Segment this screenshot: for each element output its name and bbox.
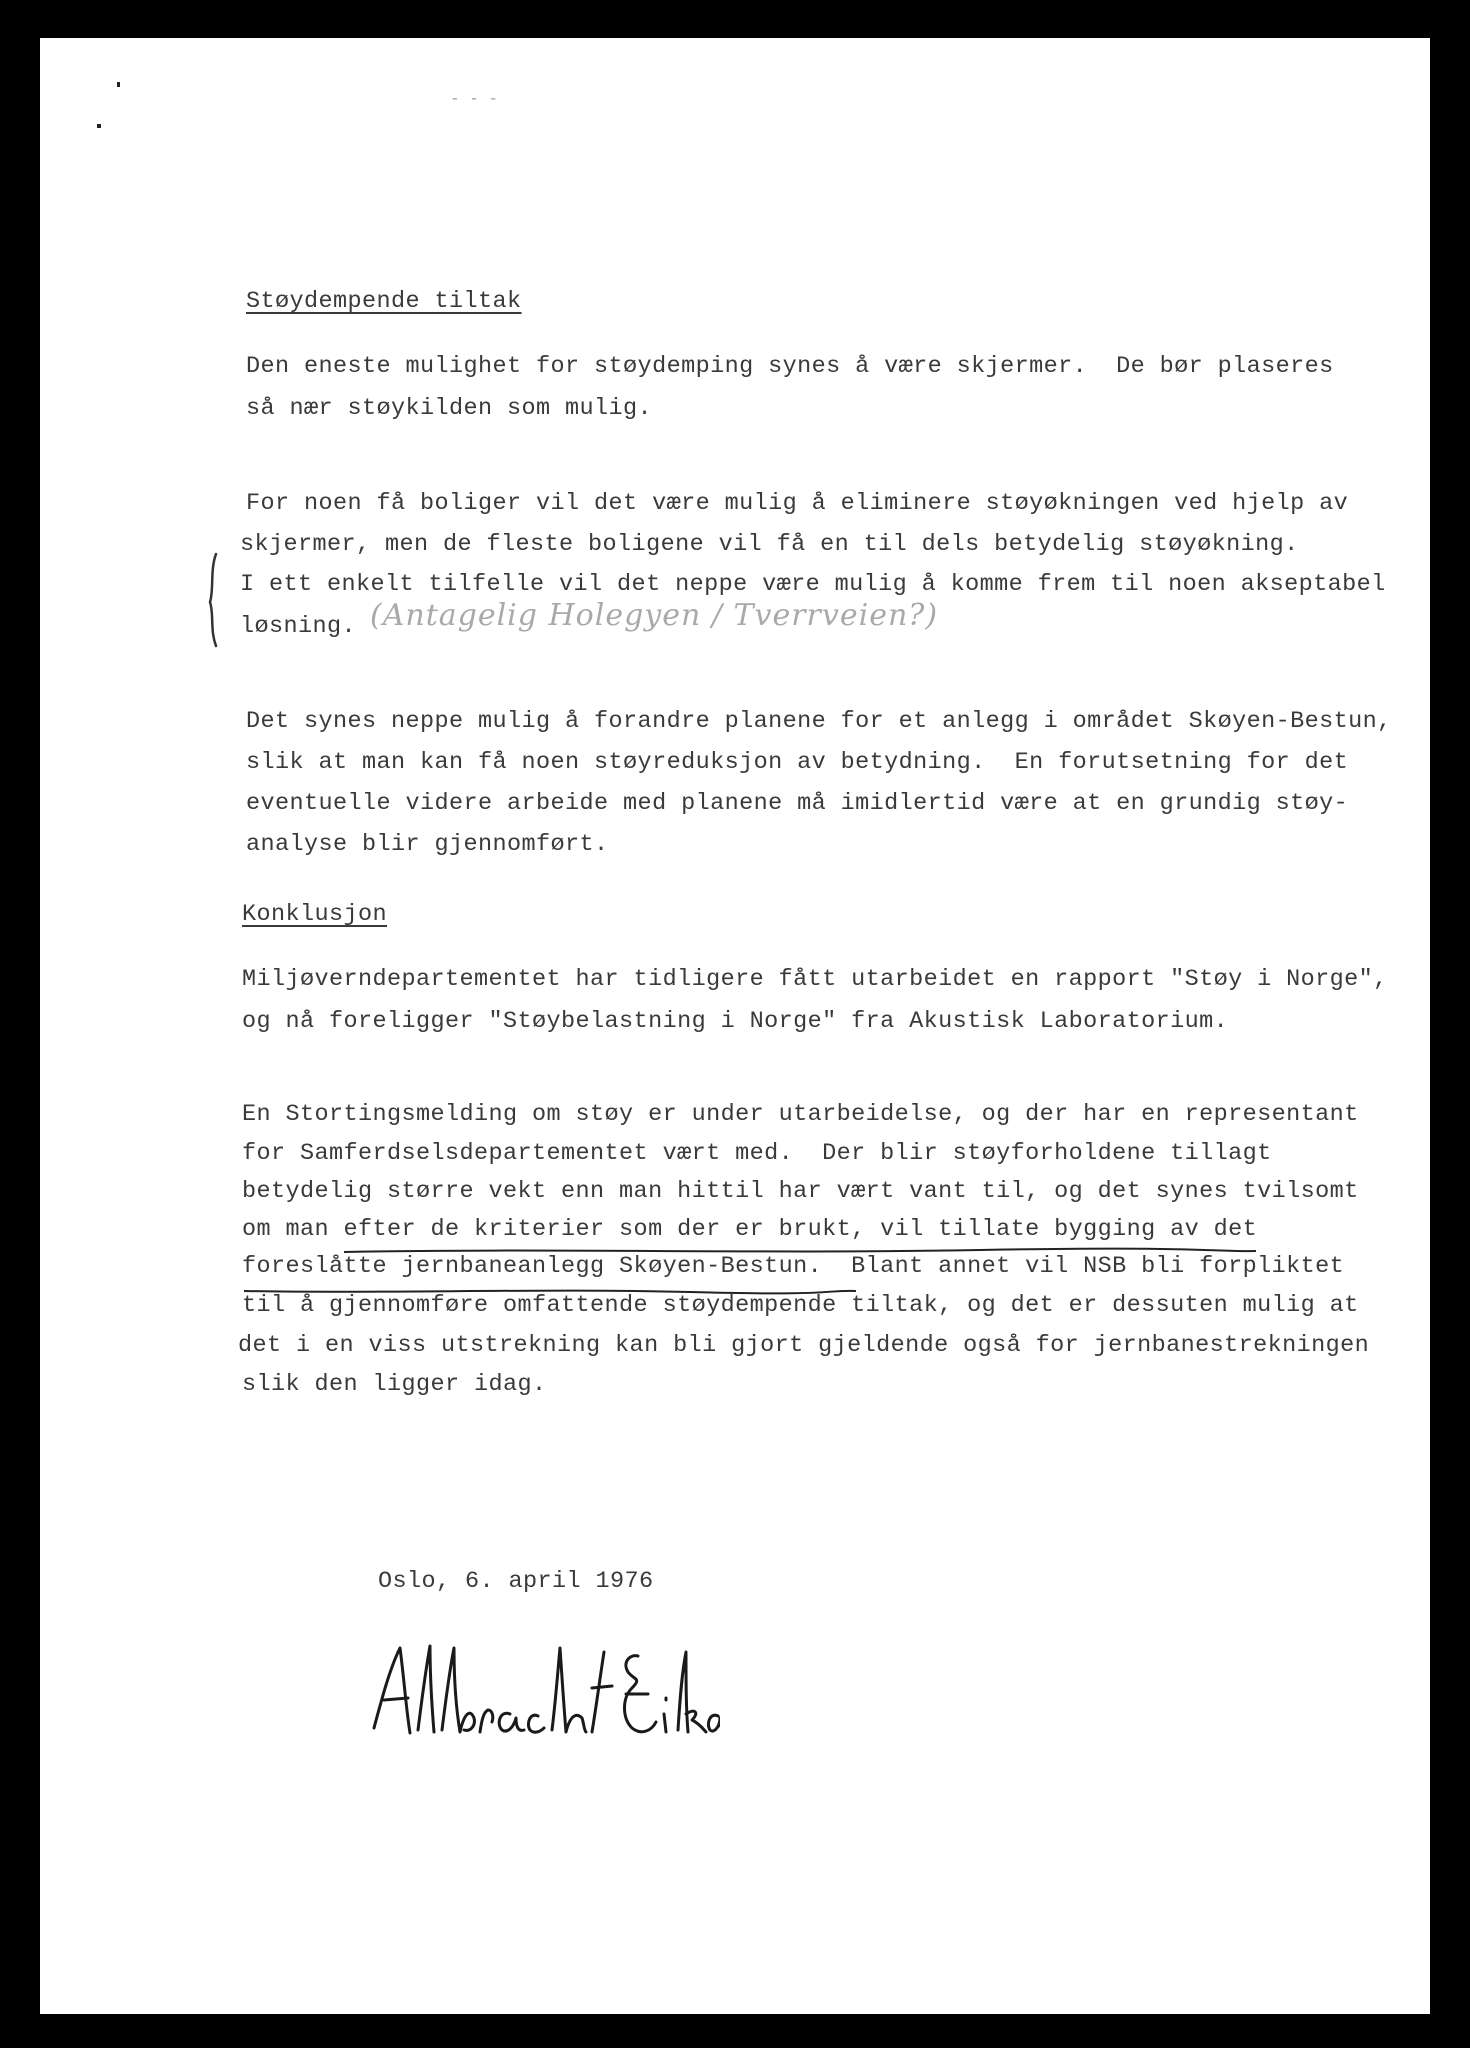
scan-artifact: [117, 82, 120, 87]
text-line: det i en viss utstrekning kan bli gjort gjeldende også for jernbanestrekningen: [238, 1332, 1370, 1359]
margin-bracket-mark: [200, 550, 230, 650]
text-line: til å gjennomføre omfattende støydempende tiltak, og det er dessuten mulig at: [242, 1292, 1359, 1319]
text-line: for Samferdselsdepartementet vært med. Der blir støyforholdene tillagt: [242, 1140, 1272, 1167]
section-heading-konklusjon: Konklusjon: [242, 901, 388, 928]
page-mark: - - -: [450, 90, 499, 108]
text-line: Det synes neppe mulig å forandre planene for et anlegg i området Skøyen-Bestun,: [246, 708, 1392, 735]
text-line: og nå foreligger "Støybelastning i Norge" fra Akustisk Laboratorium.: [242, 1008, 1229, 1035]
text-line: analyse blir gjennomført.: [246, 831, 609, 858]
handwritten-underline: [240, 1284, 860, 1298]
text-line: Miljøverndepartementet har tidligere fått utarbeidet en rapport "Støy i Norge",: [242, 966, 1388, 993]
text-line: Den eneste mulighet for støydemping synes å være skjermer. De bør plaseres: [246, 353, 1334, 380]
text-line: For noen få boliger vil det være mulig å eliminere støyøkningen ved hjelp av: [246, 490, 1349, 517]
handwritten-pencil-note: (Antagelig Holegyen / Tverrveien?): [370, 598, 939, 633]
text-line: skjermer, men de fleste boligene vil få en til dels betydelig støyøkning.: [240, 531, 1299, 558]
section-heading-stoydempende-tiltak: Støydempende tiltak: [246, 288, 522, 315]
handwritten-signature: [360, 1638, 720, 1758]
text-line: så nær støykilden som mulig.: [246, 395, 653, 422]
handwritten-underline: [340, 1244, 1260, 1258]
text-line: slik at man kan få noen støyreduksjon av betydning. En forutsetning for det: [246, 749, 1349, 776]
scan-artifact: [97, 124, 101, 128]
text-line: slik den ligger idag.: [242, 1371, 547, 1398]
text-line: En Stortingsmelding om støy er under utarbeidelse, og der har en representant: [242, 1101, 1359, 1128]
text-line: foreslåtte jernbaneanlegg Skøyen-Bestun. Blant annet vil NSB bli forpliktet: [242, 1253, 1345, 1280]
document-page: [40, 38, 1430, 2014]
place-date: Oslo, 6. april 1976: [378, 1568, 654, 1595]
text-line: betydelig større vekt enn man hittil har vært vant til, og det synes tvilsomt: [242, 1178, 1359, 1205]
text-line: om man efter de kriterier som der er brukt, vil tillate bygging av det: [242, 1216, 1258, 1243]
text-line: I ett enkelt tilfelle vil det neppe være mulig å komme frem til noen akseptabel: [240, 571, 1386, 598]
text-line: løsning.: [240, 613, 357, 640]
text-line: eventuelle videre arbeide med planene må imidlertid være at en grundig støy-: [246, 790, 1349, 817]
